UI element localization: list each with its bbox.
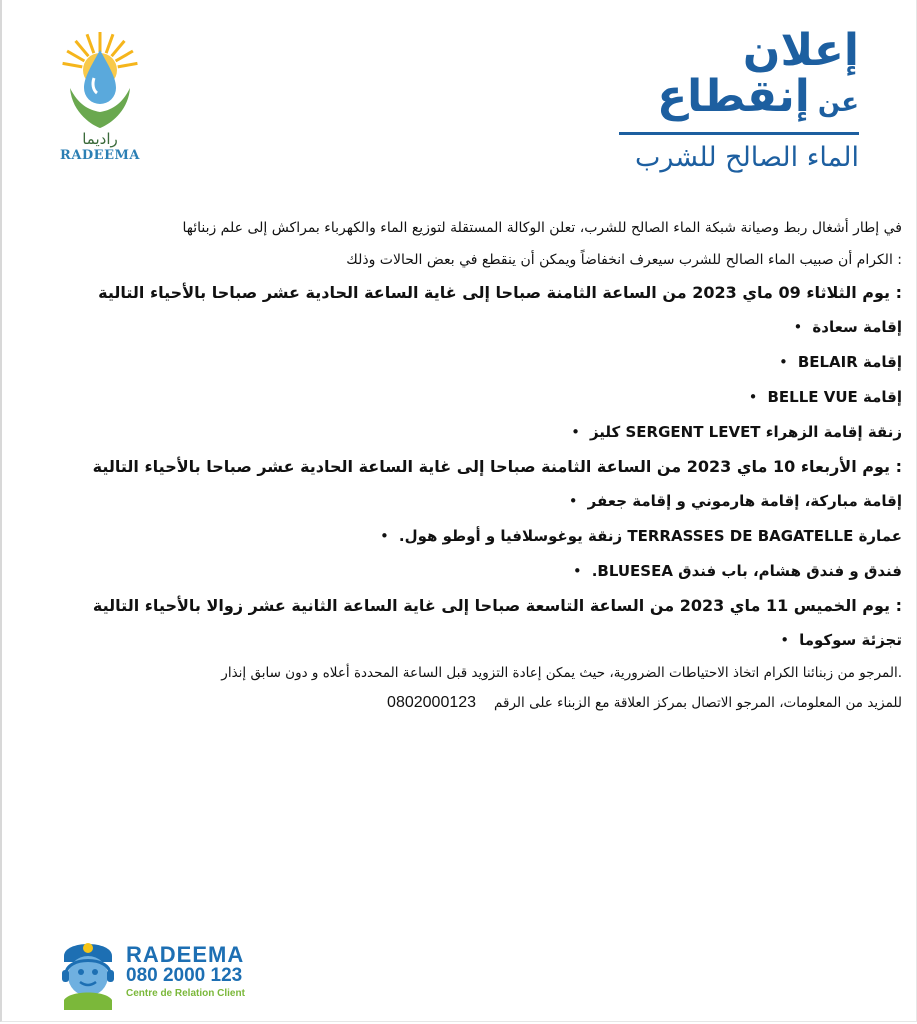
agent-headset-icon bbox=[56, 930, 120, 1010]
list-item: فندق و فندق هشام، باب فندق BLUESEA.• bbox=[40, 554, 902, 589]
sun-drop-logo-icon bbox=[50, 30, 150, 130]
bullet-icon: • bbox=[380, 527, 389, 545]
contact-phone[interactable]: 0802000123 bbox=[387, 694, 477, 711]
bullet-icon: • bbox=[778, 353, 788, 371]
customer-center-badge bbox=[56, 930, 276, 1010]
list-item: إقامة مباركة، إقامة هارموني و إقامة جعفر• bbox=[40, 484, 902, 519]
day-thursday-header: : يوم الخميس 11 ماي 2023 من الساعة التاسعة صباحا إلى غاية الساعة الثانية عشر زوالا بالأحياء التالية bbox=[92, 596, 902, 615]
bullet-icon: • bbox=[793, 318, 803, 336]
bullet-icon: • bbox=[568, 492, 578, 510]
bullet-icon: • bbox=[748, 388, 758, 406]
logo-arabic-name: راديما bbox=[82, 130, 118, 148]
list-item: إقامة BELAIR• bbox=[40, 345, 902, 380]
contact-line: للمزيد من المعلومات، المرجو الاتصال بمركز العلاقة مع الزبناء على الرقم0802000123 bbox=[387, 694, 902, 711]
title-interruption: إنقطاع bbox=[657, 71, 810, 122]
list-item: إقامة BELLE VUE• bbox=[40, 380, 902, 415]
badge-phone-number[interactable]: 080 2000 123 bbox=[126, 965, 243, 986]
announcement-title bbox=[619, 25, 859, 175]
bullet-icon: • bbox=[571, 423, 580, 441]
title-drinking-water: الماء الصالح للشرب bbox=[634, 142, 859, 173]
title-announcement: إعلان bbox=[742, 25, 859, 76]
badge-subtitle: Centre de Relation Client bbox=[126, 988, 245, 999]
day-wednesday-header: : يوم الأربعاء 10 ماي 2023 من الساعة الثامنة صباحا إلى غاية الساعة الحادية عشر صباحا بالأحياء التالية bbox=[92, 457, 902, 476]
announcement-body bbox=[40, 212, 902, 718]
intro-line-2: : الكرام أن صبيب الماء الصالح للشرب سيعرف انخفاضاً ويمكن أن ينقطع في بعض الحالات وذلك bbox=[346, 252, 902, 268]
list-item: إقامة سعادة• bbox=[40, 310, 902, 345]
bullet-icon: • bbox=[780, 631, 790, 649]
precaution-note: .المرجو من زبنائنا الكرام اتخاذ الاحتياطات الضرورية، حيث يمكن إعادة التزويد قبل الساعة المحددة أعلاه و دون سابق إنذار bbox=[221, 665, 902, 681]
title-about: عن bbox=[817, 88, 859, 118]
title-divider bbox=[619, 132, 859, 135]
logo-latin-name: RADEEMA bbox=[60, 148, 140, 163]
list-item: تجزئة سوكوما• bbox=[40, 623, 902, 658]
intro-line-1: في إطار أشغال ربط وصيانة شبكة الماء الصالح للشرب، تعلن الوكالة المستقلة لتوزيع الماء والكهرباء بمراكش إلى علم زبنائها bbox=[182, 220, 902, 236]
badge-brand-name: RADEEMA bbox=[126, 942, 245, 967]
title-line-2 bbox=[619, 71, 859, 126]
day-tuesday-header: : يوم الثلاثاء 09 ماي 2023 من الساعة الثامنة صباحا إلى غاية الساعة الحادية عشر صباحا بالأحياء التالية bbox=[98, 283, 902, 302]
bullet-icon: • bbox=[572, 562, 582, 580]
list-item: زنقة إقامة الزهراء SERGENT LEVET كليز• bbox=[40, 415, 902, 450]
radeema-logo bbox=[50, 30, 150, 170]
list-item: عمارة TERRASSES DE BAGATELLE زنقة يوغوسلافيا و أوطو هول.• bbox=[40, 519, 902, 554]
